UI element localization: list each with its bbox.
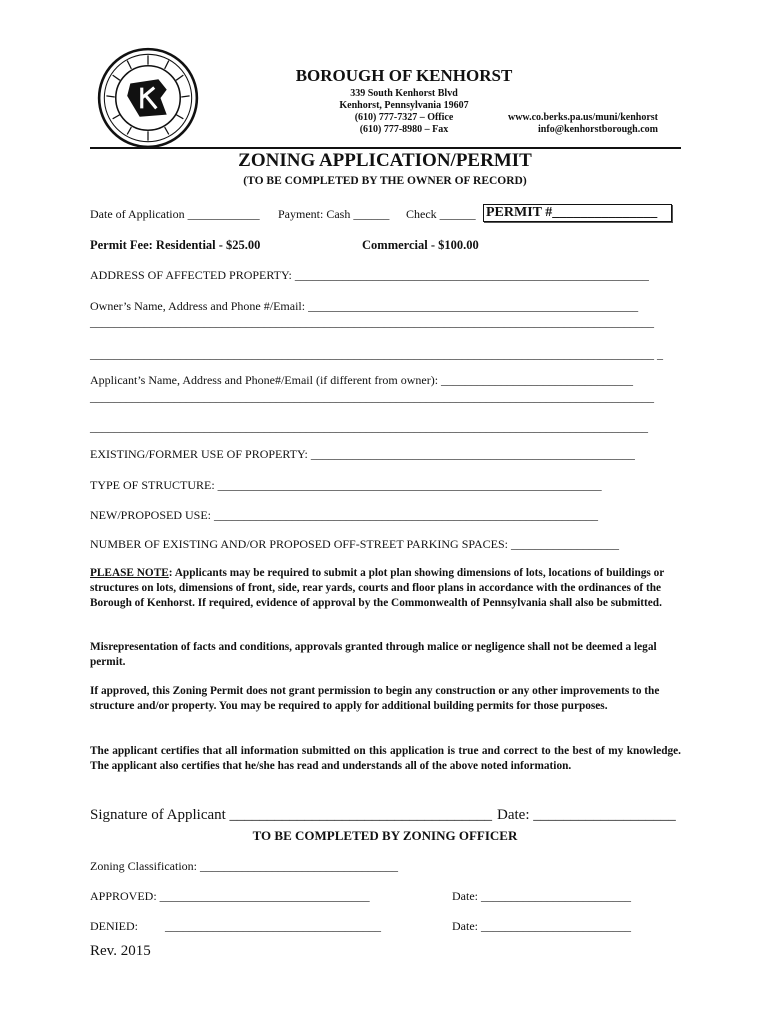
applicant-line-2[interactable]: ______________________________________________________________________________________________	[90, 390, 654, 404]
please-note-text: : Applicants may be required to submit a plot plan showing dimensions of lots, locations of buildings or structures on lots, dimensions of front, side, rear yards, courts and floor plans in accordance with the ordinances of the Borough of Kenhorst. If required, evidence of approval by the Commonwealth of Pennsylvania shall also be submitted.	[90, 567, 665, 610]
owner-field[interactable]: Owner’s Name, Address and Phone #/Email: _______________________________________________________	[90, 299, 639, 313]
org-name: BOROUGH OF KENHORST	[295, 66, 513, 85]
approved-date-field[interactable]: Date: _________________________	[452, 889, 631, 903]
owner-line-2[interactable]: ______________________________________________________________________________________________	[90, 315, 654, 329]
certification-paragraph: The applicant certifies that all information submitted on this application is true and correct to the best of my knowledge. The applicant also certifies that he/she has read and understands all of the above noted information.	[90, 745, 681, 773]
denied-date-field[interactable]: Date: _________________________	[452, 919, 631, 933]
fee-residential: Permit Fee: Residential - $25.00	[90, 238, 261, 252]
approval-paragraph: If approved, this Zoning Permit does not grant permission to begin any construction or any other improvements to the structure and/or property. You may be required to apply for additional building permits for those purposes.	[90, 685, 660, 713]
structure-type-field[interactable]: TYPE OF STRUCTURE: ________________________________________________________________	[90, 478, 602, 492]
date-of-application-field[interactable]: Date of Application ____________	[90, 207, 260, 221]
website-link[interactable]: www.co.berks.pa.us/muni/kenhorst	[507, 112, 658, 123]
address-line2: Kenhorst, Pennsylvania 19607	[339, 100, 469, 111]
email-link[interactable]: info@kenhorstborough.com	[538, 124, 658, 135]
address-line1: 339 South Kenhorst Blvd	[350, 88, 458, 99]
signature-field[interactable]: Signature of Applicant ___________________________________	[90, 807, 493, 823]
proposed-use-field[interactable]: NEW/PROPOSED USE: ________________________________________________________________	[90, 508, 599, 522]
denied-field[interactable]: ____________________________________	[165, 919, 381, 933]
please-note-label: PLEASE NOTE	[90, 567, 169, 579]
form-title: ZONING APPLICATION/PERMIT	[238, 150, 532, 171]
existing-use-field[interactable]: EXISTING/FORMER USE OF PROPERTY: ______________________________________________________	[90, 447, 635, 461]
misrepresentation-paragraph: Misrepresentation of facts and conditions, approvals granted through malice or negligence shall not be deemed a legal permit.	[90, 641, 657, 669]
zoning-officer-heading: TO BE COMPLETED BY ZONING OFFICER	[252, 828, 518, 843]
signature-date-field[interactable]: Date: ___________________	[497, 807, 676, 823]
header-divider	[90, 147, 681, 149]
phone-fax: (610) 777-8980 – Fax	[359, 124, 449, 135]
payment-cash-field[interactable]: Payment: Cash ______	[278, 207, 390, 221]
owner-line-3[interactable]: ______________________________________________________________________________________________ _	[90, 347, 663, 361]
denied-label: DENIED:	[90, 919, 138, 933]
form-subtitle: (TO BE COMPLETED BY THE OWNER OF RECORD)	[243, 175, 527, 187]
revision-label: Rev. 2015	[90, 943, 151, 959]
check-field[interactable]: Check ______	[406, 207, 476, 221]
zoning-classification-field[interactable]: Zoning Classification: _________________________________	[90, 859, 398, 873]
please-note-paragraph	[90, 566, 681, 612]
applicant-field[interactable]: Applicant’s Name, Address and Phone#/Email (if different from owner): ________________________________	[90, 373, 634, 387]
parking-spaces-field[interactable]: NUMBER OF EXISTING AND/OR PROPOSED OFF-STREET PARKING SPACES: __________________	[90, 537, 619, 551]
fee-commercial: Commercial - $100.00	[362, 238, 479, 252]
phone-office: (610) 777-7327 – Office	[354, 112, 454, 123]
permit-number-box[interactable]: PERMIT #_______________	[483, 204, 672, 222]
approved-field[interactable]: APPROVED: ___________________________________	[90, 889, 370, 903]
address-field[interactable]: ADDRESS OF AFFECTED PROPERTY: ___________________________________________________________	[90, 268, 649, 282]
applicant-line-3[interactable]: _____________________________________________________________________________________________	[90, 420, 648, 434]
